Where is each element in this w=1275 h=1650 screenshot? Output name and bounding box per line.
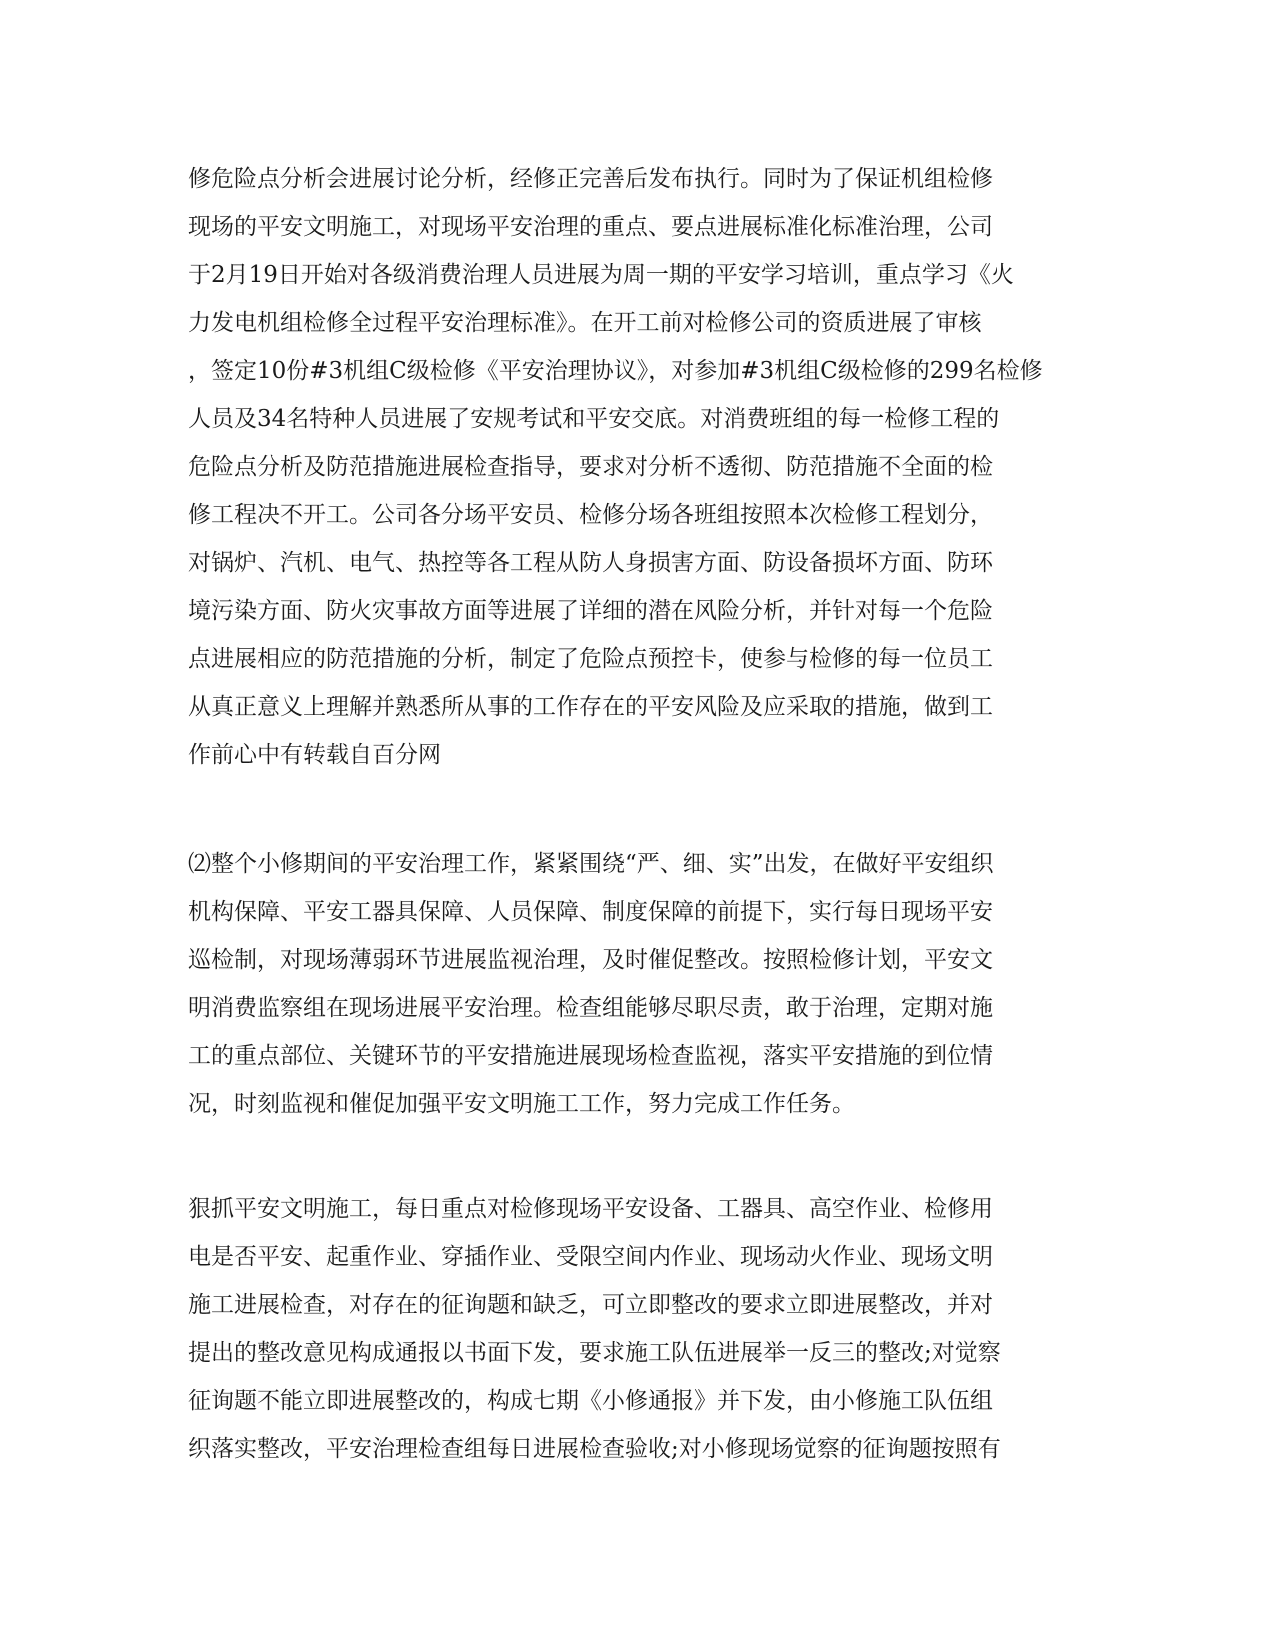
text-line: 施工进展检查，对存在的征询题和缺乏，可立即整改的要求立即进展整改，并对 (188, 1292, 993, 1318)
text-line: 工的重点部位、关键环节的平安措施进展现场检查监视，落实平安措施的到位情 (188, 1043, 993, 1069)
text-line: 巡检制，对现场薄弱环节进展监视治理，及时催促整改。按照检修计划，平安文 (188, 947, 993, 973)
paragraph-2 (188, 840, 1068, 1128)
text-line: 于2月19日开始对各级消费治理人员进展为周一期的平安学习培训，重点学习《火 (188, 262, 1014, 288)
text-line: 修危险点分析会进展讨论分析，经修正完善后发布执行。同时为了保证机组检修 (188, 166, 993, 192)
text-line: 机构保障、平安工器具保障、人员保障、制度保障的前提下，实行每日现场平安 (188, 899, 993, 925)
paragraph-3 (188, 1185, 1068, 1473)
text-line: 从真正意义上理解并熟悉所从事的工作存在的平安风险及应采取的措施，做到工 (188, 694, 993, 720)
text-line: 境污染方面、防火灾事故方面等进展了详细的潜在风险分析，并针对每一个危险 (188, 598, 993, 624)
text-line: 力发电机组检修全过程平安治理标准》。在开工前对检修公司的资质进展了审核 (188, 310, 982, 336)
text-line: 织落实整改，平安治理检查组每日进展检查验收;对小修现场觉察的征询题按照有 (188, 1436, 1001, 1462)
text-line: 现场的平安文明施工，对现场平安治理的重点、要点进展标准化标准治理，公司 (188, 214, 993, 240)
text-line: 明消费监察组在现场进展平安治理。检查组能够尽职尽责，敢于治理，定期对施 (188, 995, 993, 1021)
text-line: 狠抓平安文明施工，每日重点对检修现场平安设备、工器具、高空作业、检修用 (188, 1196, 993, 1222)
text-line: 电是否平安、起重作业、穿插作业、受限空间内作业、现场动火作业、现场文明 (188, 1244, 993, 1270)
text-line: 修工程决不开工。公司各分场平安员、检修分场各班组按照本次检修工程划分， (188, 502, 993, 528)
text-line: 危险点分析及防范措施进展检查指导，要求对分析不透彻、防范措施不全面的检 (188, 454, 993, 480)
text-line: 点进展相应的防范措施的分析，制定了危险点预控卡，使参与检修的每一位员工 (188, 646, 993, 672)
text-line: 对锅炉、汽机、电气、热控等各工程从防人身损害方面、防设备损坏方面、防环 (188, 550, 993, 576)
paragraph-1 (188, 155, 1068, 779)
text-line: 征询题不能立即进展整改的，构成七期《小修通报》并下发，由小修施工队伍组 (188, 1388, 993, 1414)
text-line: ⑵整个小修期间的平安治理工作，紧紧围绕“严、细、实”出发，在做好平安组织 (188, 851, 994, 877)
text-line: 人员及34名特种人员进展了安规考试和平安交底。对消费班组的每一检修工程的 (188, 406, 1000, 432)
text-line: 提出的整改意见构成通报以书面下发，要求施工队伍进展举一反三的整改;对觉察 (188, 1340, 1001, 1366)
text-line: 作前心中有转载自百分网 (188, 742, 441, 768)
text-line: ，签定10份#3机组C级检修《平安治理协议》，对参加#3机组C级检修的299名检修 (188, 358, 1043, 384)
text-line: 况，时刻监视和催促加强平安文明施工工作，努力完成工作任务。 (188, 1091, 855, 1117)
